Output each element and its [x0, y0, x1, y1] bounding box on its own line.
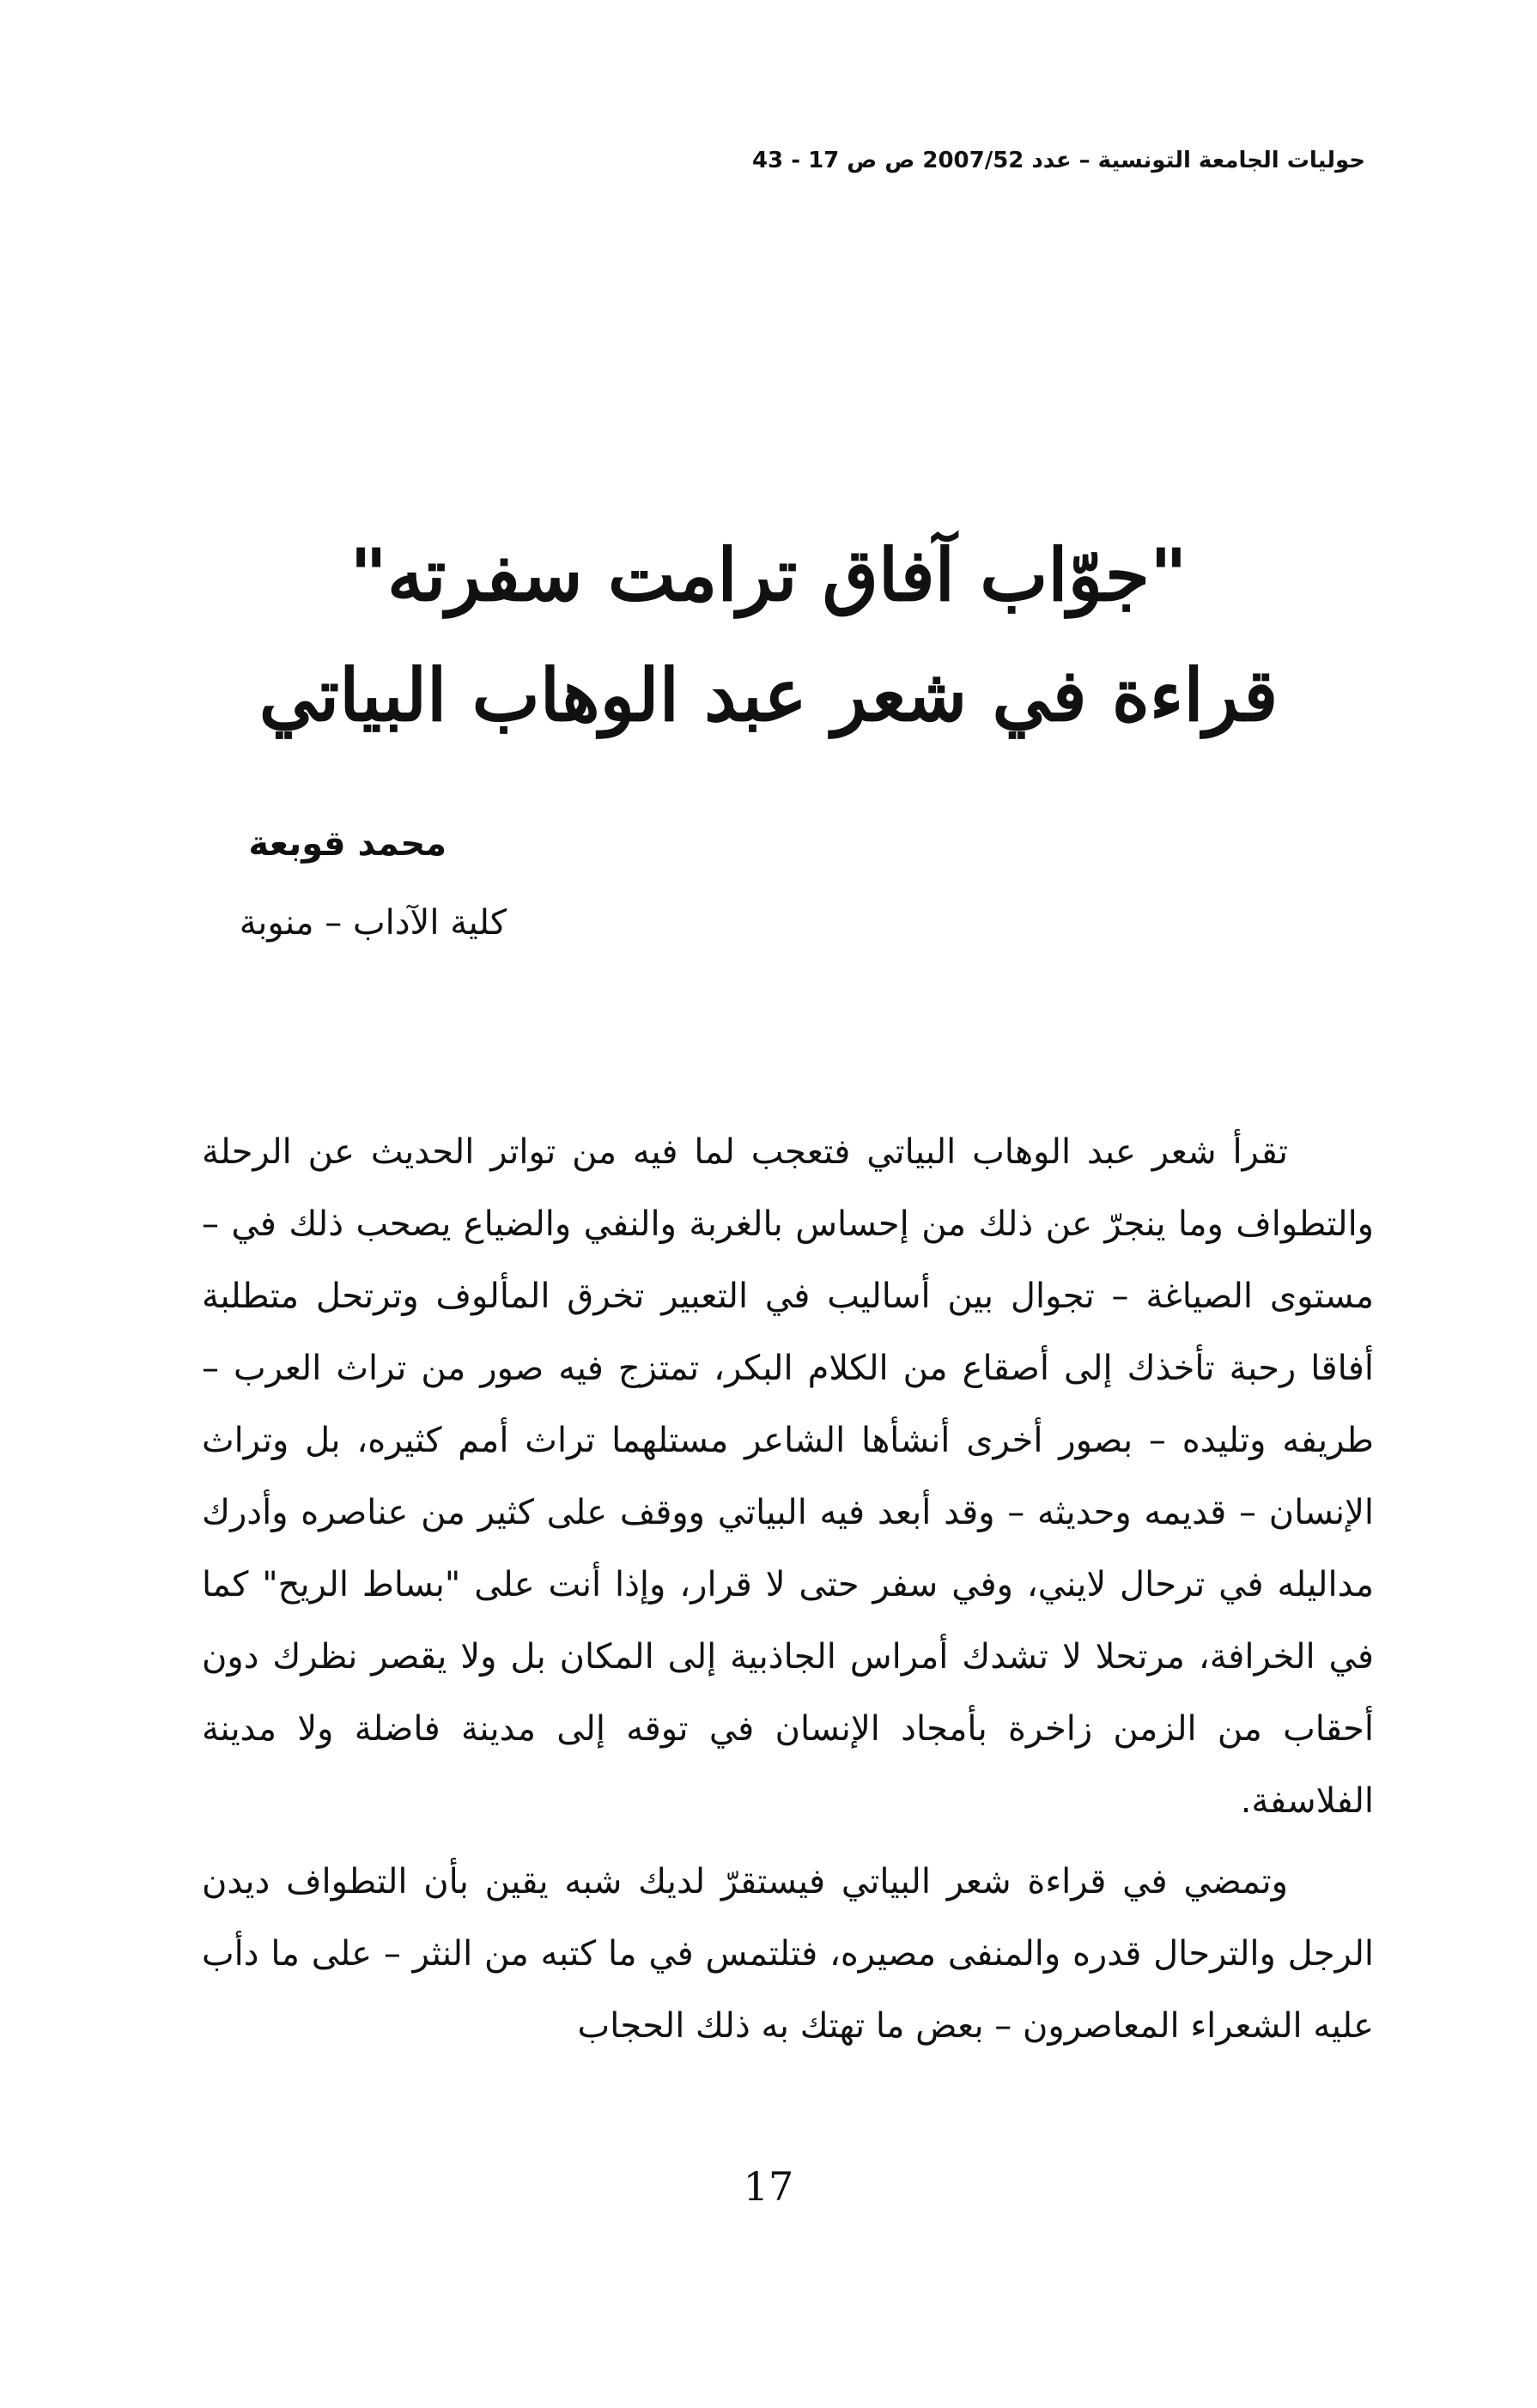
title-line-2: قراءة في شعر عبد الوهاب البياتي: [258, 652, 1279, 737]
author-name: محمد قوبعة: [248, 824, 447, 864]
article-title: [0, 515, 1537, 755]
article-body: [202, 1116, 1374, 2071]
page-number: 17: [743, 2163, 794, 2210]
body-paragraph-2: وتمضي في قراءة شعر البياتي فيستقرّ لديك شبه يقين بأن التطواف ديدن الرجل والترحال قدره والمنفى مصيره، فتلتمس في ما كتبه من النثر – على ما دأب عليه الشعراء المعاصرون – بعض ما تهتك به ذلك الحجاب: [202, 1862, 1374, 2046]
running-header: حوليات الجامعة التونسية – عدد 2007/52 ص ص 17 - 43: [751, 148, 1365, 173]
author-affiliation: كلية الآداب – منوبة: [239, 903, 507, 943]
title-line-1: "جوّاب آفاق ترامت سفرته": [349, 532, 1188, 617]
body-paragraph-1: تقرأ شعر عبد الوهاب البياتي فتعجب لما فيه من تواتر الحديث عن الرحلة والتطواف وما ينجرّ عن ذلك من إحساس بالغربة والنفي والضياع يصحب ذلك في – مستوى الصياغة – تجوال بين أساليب في التعبير تخرق المألوف وترتحل متطلبة أفاقا رحبة تأخذك إلى أصقاع من الكلام البكر، تمتزج فيه صور من تراث العرب – طريفه وتليده – بصور أخرى أنشأها الشاعر مستلهما تراث أمم كثيره، بل وتراث الإنسان – قديمه وحديثه – وقد أبعد فيه البياتي ووقف على كثير من عناصره وأدرك مداليله في ترحال لايني، وفي سفر حتى لا قرار، وإذا أنت على "بساط الريح" كما في الخرافة، مرتحلا لا تشدك أمراس الجاذبية إلى المكان بل ولا يقصر نظرك دون أحقاب من الزمن زاخرة بأمجاد الإنسان في توقه إلى مدينة فاضلة ولا مدينة الفلاسفة.: [202, 1132, 1374, 1821]
